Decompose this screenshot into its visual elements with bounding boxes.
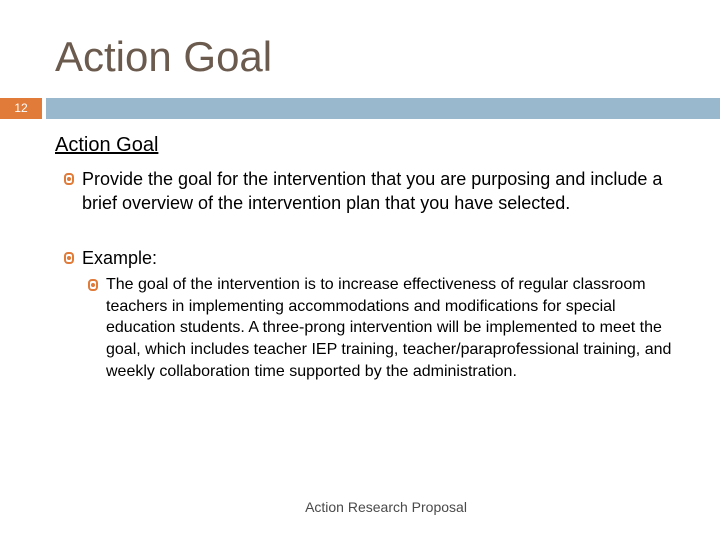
bullet-text: Provide the goal for the intervention that you are purposing and include a brief overview of the intervention plan that you have selected. [82, 169, 663, 213]
bullet-icon [62, 251, 76, 265]
section-heading: Action Goal [55, 134, 159, 156]
footer-text: Action Research Proposal [305, 499, 467, 515]
bullet-item [62, 246, 682, 270]
bullet-item [62, 167, 682, 215]
header-bar [46, 98, 720, 119]
bullet-text: Example: [82, 248, 158, 268]
slide-number-badge [0, 98, 42, 119]
bullet-icon [86, 278, 100, 292]
bullet-icon [62, 172, 76, 186]
sub-bullet-item [86, 274, 686, 383]
slide-title: Action Goal [55, 33, 273, 80]
slide-number: 12 [14, 101, 28, 115]
sub-bullet-text: The goal of the intervention is to increase effectiveness of regular classroom teachers in implementing accommodations and modifications for special education students. A three-prong intervention will be implemented to meet the goal, which includes teacher IEP training, teacher/paraprofessional training, and weekly collaboration time supported by the administration. [106, 276, 672, 380]
